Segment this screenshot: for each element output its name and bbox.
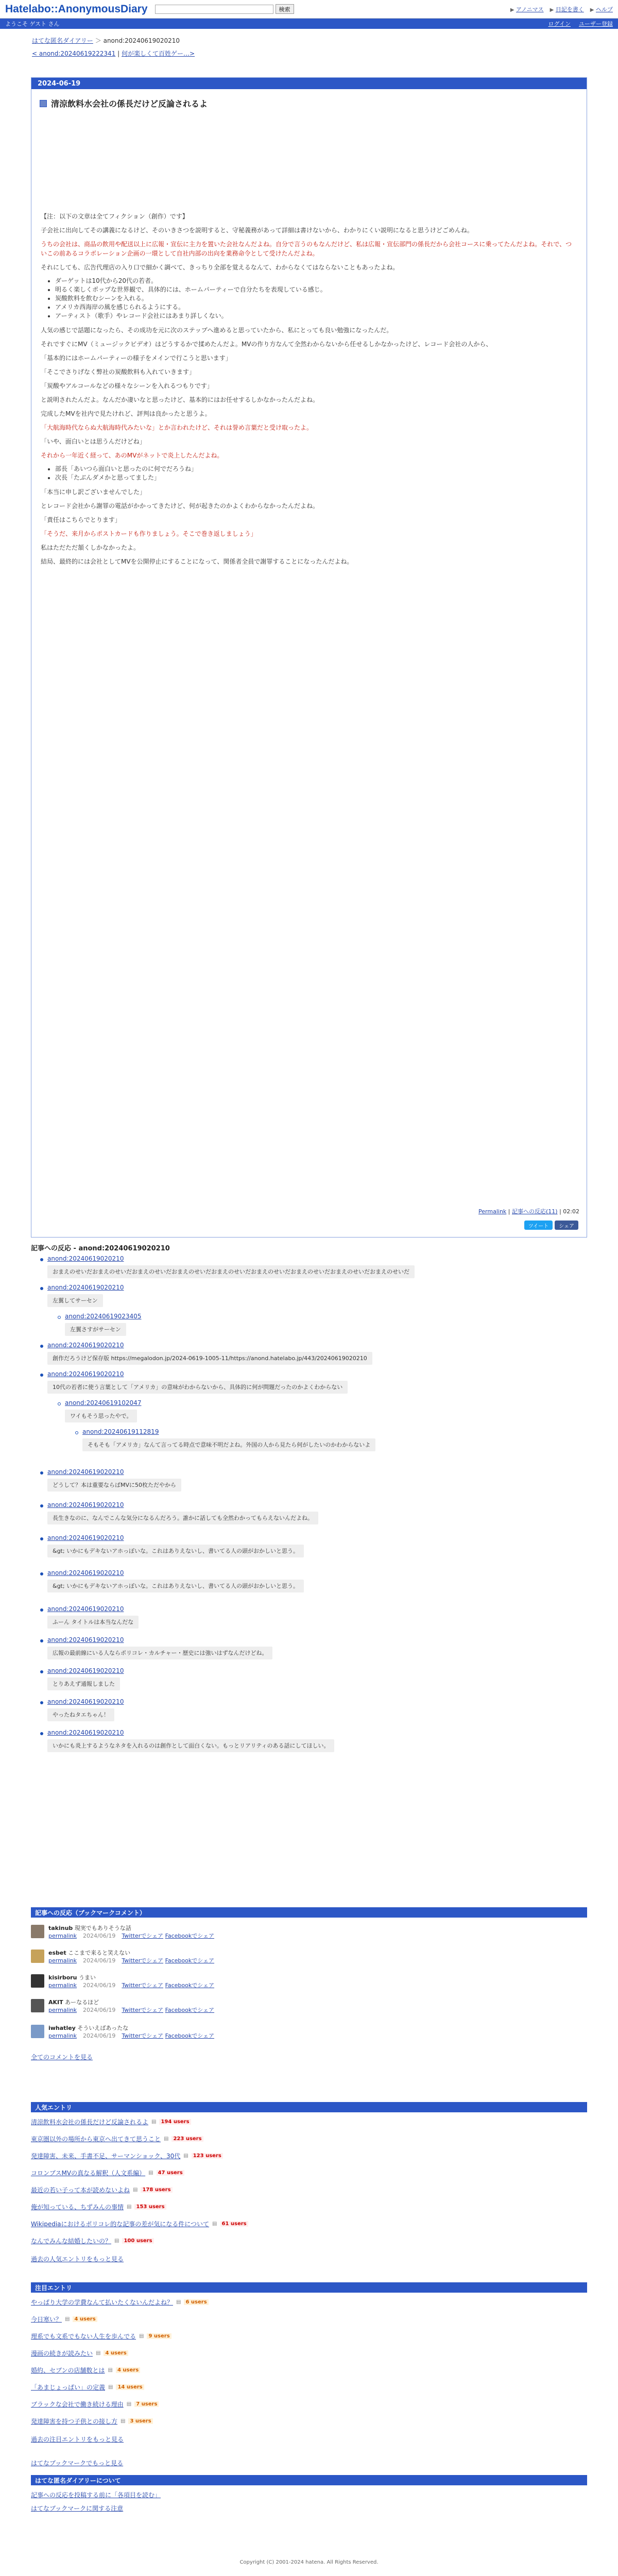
list-item: • 炭酸飲料を飲むシーンを入れる。 [55,294,577,303]
notable-item [31,2349,128,2358]
search-input[interactable] [155,5,273,14]
about-item [31,2490,161,2499]
popular-item [31,2134,203,2143]
reply-item [65,1313,141,1336]
popular-item [31,2219,248,2228]
para-red: うちの会社は、商品の飲用や配送以上に広報・宣伝に主力を置いた会社なんだよね。自分で言うのもなんだけど、私は広報・宣伝部門の係長だから会社コースに乗ってたんだよね。それで、ついこの前あるコラボレーション企画の一環として自社内部の出向を業務命令として受けたんだよね。 [41,241,572,257]
breadcrumb-home[interactable]: はてな匿名ダイアリー [32,37,93,44]
users-badge[interactable]: 194 users [159,2119,191,2125]
bm-comment: そういえばあったな [77,2025,129,2031]
next-link[interactable]: 何が楽しくて百姓ゲー…> [122,50,195,57]
toplink-help[interactable]: ヘルプ [596,6,613,13]
reply-link[interactable]: anond:20240619020210 [47,1342,124,1349]
breadcrumb [0,29,618,45]
popular-item [31,2185,173,2194]
entry-link[interactable]: 東京圏以外の場所から東京へ出てきて思うこと [31,2136,161,2143]
register-link[interactable]: ユーザー登録 [579,21,613,27]
entry-link[interactable]: コロンブスMVの真なる解釈（人文系編） [31,2170,146,2177]
para: 「基本的にはホームパーティーの様子をメインで行こうと思います」 [41,354,232,362]
bm-facebook[interactable]: Facebookでシェア [165,2032,215,2039]
reply-text: &gt; いかにもデキないアホっぽいな。これはありえないし、書いてる人の頭がおかしいと思う。 [47,1580,304,1592]
reply-text: &gt; いかにもデキないアホっぽいな。これはありえないし、書いてる人の頭がおかしいと思う。 [47,1545,304,1557]
entry-body [31,212,587,571]
reply-link[interactable]: anond:20240619020210 [47,1501,124,1509]
popular-item [31,2151,223,2160]
users-badge[interactable]: 9 users [147,2333,171,2339]
list-item: • 明るく楽しくポップな世界観で、具体的には、ホームパーティーで自分たちを表現している感じ。 [55,285,577,294]
notable-item [31,2298,209,2307]
bm-user[interactable]: AKIT [48,1999,63,2006]
bookmark-count-icon: ▤ [65,2316,70,2322]
reply-text: ワイもそう思ったやで。 [65,1410,137,1422]
reply-item [47,1468,181,1492]
entry-link[interactable]: やっぱり大学の学費なんて払いたくないんだよね？ [31,2299,174,2306]
reply-text: 創作だろうけど保存版 https://megalodon.jp/2024-0619-1005-11/https://anond.hatelabo.jp/443/20240619020210 [47,1352,372,1365]
para: 「責任はこちらでとります」 [41,516,121,523]
pager: < anond:20240619222341 | 何が楽しくて百姓ゲー…> [32,50,195,57]
para: 「炭酸やアルコールなどの様々なシーンを入れるつもりです」 [41,382,213,389]
reply-item [47,1255,415,1278]
reply-link[interactable]: anond:20240619020210 [47,1255,124,1262]
entry-time: 02:02 [563,1208,579,1215]
bm-comment: うまい [79,1974,96,1981]
bm-user[interactable]: iwhatley [48,2025,76,2031]
entry-link[interactable]: 漫画の続きが読みたい [31,2350,93,2357]
reply-text: 左翼さすがサーセン [65,1323,126,1336]
bookmark-section [31,1907,587,2088]
reply-link[interactable]: anond:20240619112819 [82,1428,159,1435]
para-red: それから一年近く経って、あのMVがネットで炎上したんだよね。 [41,452,224,459]
bookmark-count-icon: ▤ [212,2221,217,2227]
para: 「いや、面白いとは思うんだけどね」 [41,438,146,445]
users-badge[interactable]: 6 users [184,2299,208,2305]
users-badge[interactable]: 3 users [128,2418,152,2424]
entry-link[interactable]: なんでみんな結婚したいの？ [31,2238,112,2245]
notable-section [31,2282,587,2452]
avatar[interactable] [31,2025,44,2038]
entry-box [31,77,587,1238]
about-title: はてな匿名ダイアリーについて [31,2475,587,2485]
users-badge[interactable]: 4 users [104,2350,128,2356]
all-comments-link[interactable]: 全てのコメントを見る [31,2054,93,2061]
permalink-link[interactable]: Permalink [478,1208,507,1215]
entry-link[interactable]: 今日寒い？ [31,2316,62,2323]
para: とレコード会社から謝罪の電話がかかってきたけど、何が起きたのかよくわからなかったんだよね。 [41,502,319,510]
about-link[interactable]: 記事への反応を投稿する前に「各項目を読む」 [31,2492,161,2499]
replies-section [31,1243,587,1887]
prev-link[interactable]: < anond:20240619222341 [32,50,116,57]
breadcrumb-current: anond:20240619020210 [103,37,180,44]
notable-item [31,2366,140,2375]
reply-link[interactable]: anond:20240619020210 [47,1636,124,1643]
reply-item [47,1370,348,1394]
bm-date: 2024/06/19 [83,2032,116,2039]
reply-item [65,1399,141,1422]
bm-date: 2024/06/19 [83,2007,116,2013]
list-item: • ダーゲットは10代から20代の若者。 [55,277,577,285]
reply-item [47,1501,318,1524]
bm-user[interactable]: takinub [48,1925,73,1931]
bm-date: 2024/06/19 [83,1982,116,1989]
anonymous-icon: ▶ [510,7,514,13]
bullet-list [55,277,577,320]
entry-link[interactable]: 発達障害を持つ子供との接し方 [31,2418,118,2425]
bookmark-count-icon: ▤ [127,2204,132,2210]
bm-facebook[interactable]: Facebookでシェア [165,1957,215,1964]
bookmark-count-icon: ▤ [108,2367,113,2373]
bm-date: 2024/06/19 [83,1957,116,1964]
reply-link[interactable]: anond:20240619020210 [47,1370,124,1378]
reply-link[interactable]: anond:20240619020210 [47,1605,124,1613]
avatar[interactable] [31,1999,44,2012]
about-item [31,2504,123,2513]
trackback-link[interactable]: 記事への反応(11) [512,1208,558,1215]
users-badge[interactable]: 123 users [192,2153,223,2159]
bookmark-count-icon: ▤ [126,2401,132,2407]
users-badge[interactable]: 4 users [116,2367,140,2373]
popular-item [31,2168,184,2177]
login-link[interactable]: ログイン [548,21,571,27]
bookmark-count-icon: ▤ [148,2170,153,2176]
para: 【注：以下の文章は全てフィクション（創作）です】 [41,213,188,220]
bm-permalink[interactable]: permalink [48,1982,77,1989]
site-header [0,0,618,19]
bm-twitter[interactable]: Twitterでシェア [122,2007,164,2013]
reply-text: おまえのせいだおまえのせいだおまえのせいだおまえのせいだおまえのせいだおまえのせいだおまえのせいだおまえのせいだおまえのせいだ [47,1265,415,1278]
reply-text: 左翼してサーセン [47,1294,103,1307]
para: 私はただただ頷くしかなかったよ。 [41,544,140,551]
entry-title-text: 清涼飲料水会社の係長だけど反論されるよ [51,99,208,109]
reply-link[interactable]: anond:20240619020210 [47,1569,124,1577]
reply-item [47,1569,304,1592]
users-badge[interactable]: 4 users [73,2316,97,2322]
para: それにしても、広告代理店の入り口で細かく調べて、きっちり全部を覚えるなんて、わからなくてはならないこともあったよね。 [41,264,399,271]
para: 人気の感じで話題になったら、その成功を元に次のステップへ進めると思っていたから、私にとっても良い勉強になったんだ。 [41,327,393,334]
para: と説明されたんだよ。なんだか凄いなと思ったけど、基本的にはお任せするしかなかったんだよね。 [41,396,319,403]
popular-section [31,2102,587,2272]
entry-link[interactable]: ブラックな会社で働き続ける理由 [31,2401,124,2408]
para: 「そこでさりげなく弊社の炭酸飲料も入れていきます」 [41,368,196,376]
entry-link[interactable]: 俺が知っている、ちずみんの事情 [31,2204,124,2211]
notable-title: 注目エントリ [31,2282,587,2293]
notable-item [31,2383,144,2392]
bm-date: 2024/06/19 [83,1933,116,1939]
popular-more-link[interactable]: 過去の人気エントリをもっと見る [31,2256,124,2263]
bm-permalink[interactable]: permalink [48,2007,77,2013]
bookmark-count-icon: ▤ [121,2418,126,2424]
reply-item [47,1605,139,1629]
entry-link[interactable]: 最近の若い子って本が読めないよね [31,2187,130,2194]
entry-title[interactable] [31,89,587,109]
about-link[interactable]: はてなブックマークに関する注意 [31,2505,124,2512]
popular-item [31,2117,191,2126]
reply-link[interactable]: anond:20240619102047 [65,1399,142,1406]
bm-twitter[interactable]: Twitterでシェア [122,1957,164,1964]
notable-item [31,2332,171,2341]
bm-twitter[interactable]: Twitterでシェア [122,1933,164,1939]
bm-user[interactable]: esbet [48,1950,66,1956]
reply-link[interactable]: anond:20240619020210 [47,1284,124,1291]
reply-text: とりあえず通報しました [47,1677,120,1690]
avatar[interactable] [31,1925,44,1938]
bookmark-count-icon: ▤ [108,2384,113,2390]
bm-facebook[interactable]: Facebookでシェア [165,1982,215,1989]
list-item: • 部長「あいつら面白いと思ったのに何でだろうね」 [55,465,577,473]
reply-link[interactable]: anond:20240619023405 [65,1313,142,1320]
reply-item [47,1729,334,1752]
reply-item [47,1667,124,1690]
bm-facebook[interactable]: Facebookでシェア [165,2007,215,2013]
search-button[interactable]: 検索 [276,4,294,14]
bm-permalink[interactable]: permalink [48,2032,77,2039]
site-logo[interactable]: Hatelabo::AnonymousDiary [5,3,148,15]
reply-text: やったねタエちゃん！ [47,1708,114,1721]
bm-facebook[interactable]: Facebookでシェア [165,1933,215,1939]
notable-item [31,2400,159,2409]
reply-link[interactable]: anond:20240619020210 [47,1698,124,1705]
users-badge[interactable]: 223 users [171,2136,203,2142]
bm-comment: ここまで来ると笑えない [68,1950,131,1956]
popular-title: 人気エントリ [31,2102,587,2112]
toplink-write[interactable]: 日記を書く [555,6,584,13]
users-badge[interactable]: 14 users [116,2384,144,2390]
reply-item [47,1342,372,1365]
entry-square-icon [40,100,47,107]
reply-link[interactable]: anond:20240619020210 [47,1468,124,1476]
reply-text: 長生きなのに、なんでこんな気分になるんだろう。誰かに話しても全然わかってもらえないんだよね。 [47,1512,318,1524]
para: 結局、最終的には会社としてMVを公開停止にすることになって、関係者全員で謝罪することになったんだよね。 [41,558,353,565]
top-links [510,5,613,13]
reply-item [47,1698,124,1721]
list-item: • 次長「たぶんダメかと思ってました」 [55,473,577,482]
entry-link[interactable]: Wikipediaにおけるポリコレ的な記事の差が気になる件について [31,2221,210,2228]
bookmark-count-icon: ▤ [114,2238,119,2244]
reply-item [47,1636,272,1659]
reply-link[interactable]: anond:20240619020210 [47,1729,124,1736]
breadcrumb-sep: ＞ [95,37,101,44]
reply-text: 広報の最前線にいる人ならポリコレ・カルチャー・歴史には強いはずなんだけどね。 [47,1647,272,1659]
entry-footer: Permalink | 記事への反応(11) | 02:02 [478,1208,579,1215]
bm-user[interactable]: kisirboru [48,1974,77,1981]
bookmark-count-icon: ▤ [183,2153,188,2159]
bookmark-count-icon: ▤ [176,2299,181,2305]
users-badge[interactable]: 61 users [220,2221,248,2227]
reply-text: いかにも炎上するようなネタを入れるのは創作として面白くない。もっとリアリティのある話にしてほしい。 [47,1739,334,1752]
bm-twitter[interactable]: Twitterでシェア [122,2032,164,2039]
popular-item [31,2202,166,2211]
help-icon: ▶ [590,7,594,13]
list-item: • アメリカ西海岸の風を感じられるようにする。 [55,303,577,312]
welcome-text: ようこそ ゲスト さん [5,21,60,27]
write-icon: ▶ [550,7,554,13]
reply-item [47,1534,304,1557]
notable-item [31,2417,153,2426]
reply-text: そもそも「アメリカ」なんて言ってる時点で意味不明だよね。外国の人から見たら何がしたいのかわからないよ [82,1438,375,1451]
users-badge[interactable]: 153 users [134,2204,166,2210]
para: 完成したMVを社内で見たけれど、評判は良かったと思うよ。 [41,410,211,417]
entry-link[interactable]: 清涼飲料水会社の係長だけど反論されるよ [31,2119,149,2126]
users-badge[interactable]: 47 users [157,2170,184,2176]
fb-share-button[interactable]: シェア [555,1221,578,1230]
bm-permalink[interactable]: permalink [48,1933,77,1939]
entry-link[interactable]: 「あまじょっぱい」の定義 [31,2384,106,2391]
hatena-bookmark-more-link[interactable]: はてなブックマークでもっと見る [31,2459,587,2467]
replies-title: 記事への反応 - anond:20240619020210 [31,1245,170,1252]
reply-text: ふーん タイトルは本当なんだな [47,1616,139,1629]
entry-link[interactable]: 発達障害、未来、手書不足、サーマンショック、30代 [31,2153,181,2160]
reply-item [82,1428,375,1451]
reply-link[interactable]: anond:20240619020210 [47,1667,124,1674]
users-badge[interactable]: 178 users [141,2187,172,2193]
reply-text: どうして？本は重要ならばMVに50枚ただやから [47,1479,181,1492]
entry-date: 2024-06-19 [31,78,587,89]
about-section [31,2475,587,2521]
bm-comment: あーなるほど [65,1999,99,2006]
share-buttons [524,1221,578,1230]
para: 子会社に出向してその講義になるけど、そのいきさつを説明すると、守秘義務があって詳細は書けないから、わかりにくい説明になると思うけどごめんね。 [41,227,473,234]
avatar[interactable] [31,1950,44,1963]
popular-item [31,2236,154,2245]
avatar[interactable] [31,1974,44,1988]
reply-item [47,1284,124,1307]
para: それですぐにMV（ミュージックビデオ）はどうするかで揉めたんだよ。MVの作り方なんて全然わからないから任せるしかなかったけど、レコード会社の人から、 [41,341,492,348]
users-badge[interactable]: 100 users [122,2238,153,2244]
entry-link[interactable]: 婚約、セブンの店舗数とは [31,2367,105,2374]
bm-permalink[interactable]: permalink [48,1957,77,1964]
entry-link[interactable]: 理系でも文系でもない人生を歩んでる [31,2333,136,2340]
bm-comment: 現実でもありそうな話 [74,1925,131,1931]
bookmark-count-icon: ▤ [133,2187,138,2193]
bm-twitter[interactable]: Twitterでシェア [122,1982,164,1989]
sub-bar [0,19,618,29]
bookmark-count-icon: ▤ [164,2136,169,2142]
bookmark-count-icon: ▤ [139,2333,144,2339]
list-item: • アーティスト（歌手）やレコード会社にはあまり詳しくない。 [55,312,577,320]
reply-link[interactable]: anond:20240619020210 [47,1534,124,1541]
reply-text: 10代の若者に使う言葉として「アメリカ」の意味がわからないから、具体的に何が問題だったのかよくわからない [47,1381,348,1394]
bookmark-count-icon: ▤ [151,2119,157,2125]
notable-item [31,2315,97,2324]
users-badge[interactable]: 7 users [134,2401,159,2407]
para: 「本当に申し訳ございませんでした」 [41,488,146,496]
bullet-list-2 [55,465,577,482]
bookmark-count-icon: ▤ [96,2350,101,2356]
copyright: Copyright (C) 2001-2024 hatena. All Rights Reserved. [239,2560,379,2565]
para-red: 「大航海時代ならぬ大航海時代みたいな」とか言われたけど、それは誉め言葉だと受け取ったよ。 [41,424,313,431]
toplink-anonymous[interactable]: アノニマス [516,6,544,13]
tweet-button[interactable]: ツイート [524,1221,553,1230]
para-red: 「そうだ、来月からポストカードも作りましょう。そこで巻き返しましょう」 [41,530,257,537]
notable-more-link[interactable]: 過去の注目エントリをもっと見る [31,2436,124,2443]
bookmark-title: 記事への反応（ブックマークコメント） [31,1907,587,1918]
